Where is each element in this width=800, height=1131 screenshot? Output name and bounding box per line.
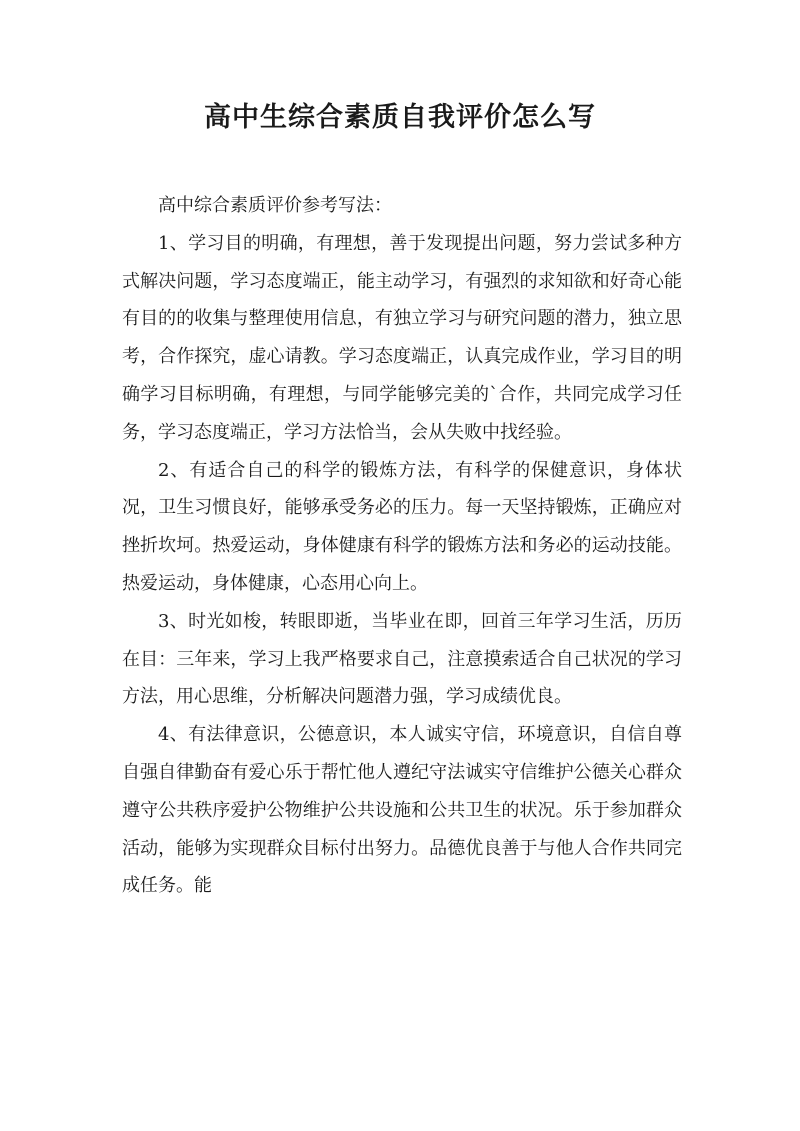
- paragraph-2: 2、有适合自己的科学的锻炼方法，有科学的保健意识，身体状况，卫生习惯良好，能够承受务必的压力。每一天坚持锻炼，正确应对挫折坎坷。热爱运动，身体健康有科学的锻炼方法和务必的运动技能。热爱运动，身体健康，心态用心向上。: [122, 459, 682, 594]
- paragraph-3: 3、时光如梭，转眼即逝，当毕业在即，回首三年学习生活，历历在目：三年来，学习上我严格要求自己，注意摸索适合自己状况的学习方法，用心思维，分析解决问题潜力强，学习成绩优良。: [122, 610, 682, 708]
- document-body: [122, 187, 682, 905]
- intro-paragraph: 高中综合素质评价参考写法：: [158, 195, 392, 216]
- paragraph-1: 1、学习目的明确，有理想，善于发现提出问题，努力尝试多种方式解决问题，学习态度端正，能主动学习，有强烈的求知欲和好奇心能有目的的收集与整理使用信息，有独立学习与研究问题的潜力，独立思考，合作探究，虚心请教。学习态度端正，认真完成作业，学习目的明确学习目标明确，有理想，与同学能够完美的`合作，共同完成学习任务，学习态度端正，学习方法恰当，会从失败中找经验。: [122, 232, 682, 443]
- document-title: 高中生综合素质自我评价怎么写: [204, 102, 596, 133]
- paragraph-4: 4、有法律意识，公德意识，本人诚实守信，环境意识，自信自尊自强自律勤奋有爱心乐于帮忙他人遵纪守法诚实守信维护公德关心群众遵守公共秩序爱护公物维护公共设施和公共卫生的状况。乐于参加群众活动，能够为实现群众目标付出努力。品德优良善于与他人合作共同完成任务。能: [122, 724, 682, 897]
